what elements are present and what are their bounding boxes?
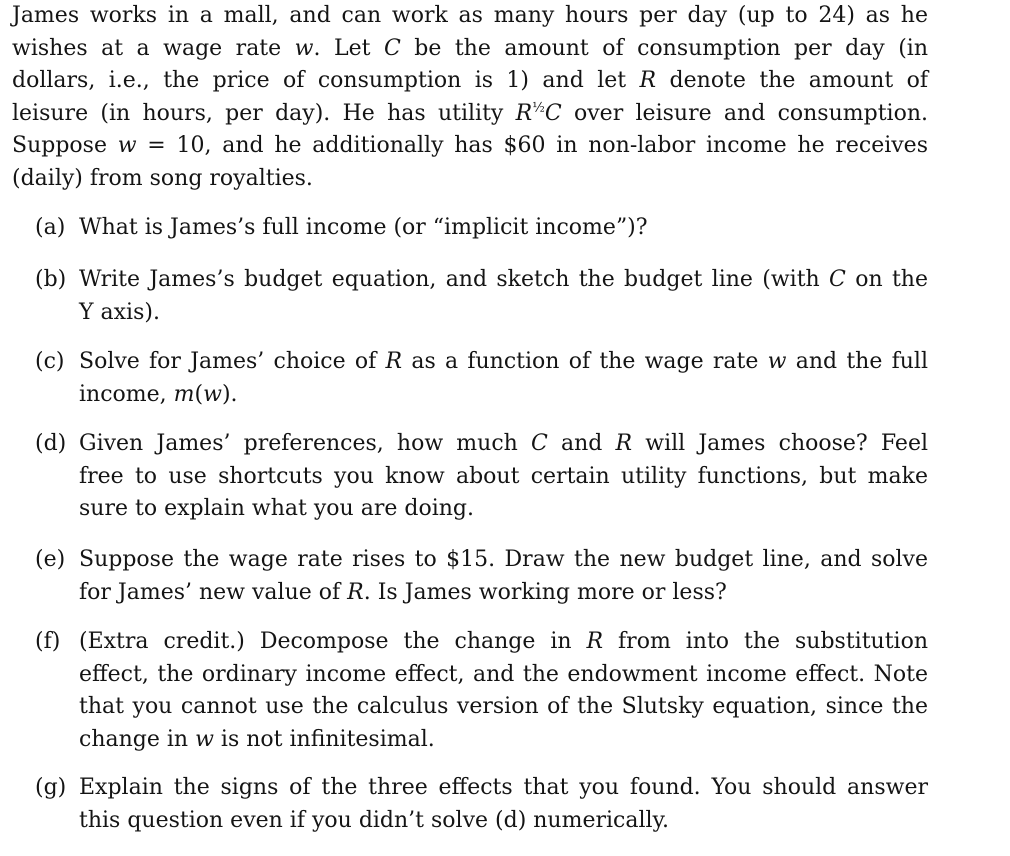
question-line: Y axis). xyxy=(79,299,160,325)
problem-intro xyxy=(12,0,928,195)
question-label: (e) xyxy=(35,547,66,572)
question-line: Given James’ preferences, how much C and R will James choose? Feel xyxy=(79,431,929,456)
question-line: What is James’s full income (or “implicit income”)? xyxy=(79,215,648,240)
question-label: (c) xyxy=(35,349,65,374)
question-label: (b) xyxy=(35,267,67,292)
question-text xyxy=(79,544,928,609)
question-line: (Extra credit.) Decompose the change in R from into the substitution xyxy=(79,629,928,654)
question-label: (g) xyxy=(35,775,67,800)
question-text xyxy=(79,264,928,329)
question-line: for James’ new value of R. Is James working more or less? xyxy=(79,579,727,605)
question-text xyxy=(79,626,928,756)
question-line: that you cannot use the calculus version of the Slutsky equation, since the xyxy=(79,694,928,719)
question-text xyxy=(79,772,928,837)
question-text xyxy=(79,346,928,411)
intro-line: dollars, i.e., the price of consumption is 1) and let R denote the amount of xyxy=(12,68,928,93)
question-line: this question even if you didn’t solve (d) numerically. xyxy=(79,807,670,833)
question-line: Write James’s budget equation, and sketch the budget line (with C on the xyxy=(79,267,928,292)
intro-line: James works in a mall, and can work as many hours per day (up to 24) as he xyxy=(12,3,928,28)
question-line: free to use shortcuts you know about certain utility functions, but make xyxy=(79,463,928,489)
question-line: effect, the ordinary income effect, and the endowment income effect. Note xyxy=(79,661,928,687)
question-line: sure to explain what you are doing. xyxy=(79,496,474,521)
question-label: (a) xyxy=(35,215,66,240)
question-label: (d) xyxy=(35,431,67,456)
question-label: (f) xyxy=(35,629,61,654)
question-line: Suppose the wage rate rises to $15. Draw the new budget line, and solve xyxy=(79,547,928,572)
question-line: income, m(w). xyxy=(79,381,238,407)
question-text xyxy=(79,428,928,526)
intro-line: leisure (in hours, per day). He has utility $R^{\frac{1}{2}}C$ over leisure and consumption. xyxy=(12,100,928,126)
question-line: Solve for James’ choice of R as a function of the wage rate w and the full xyxy=(79,349,928,374)
intro-line: wishes at a wage rate w. Let C be the amount of consumption per day (in xyxy=(12,35,929,61)
question-text xyxy=(79,212,928,245)
question-line: Explain the signs of the three effects that you found. You should answer xyxy=(79,775,928,800)
intro-line: Suppose w = 10, and he additionally has $60 in non-labor income he receives xyxy=(12,133,928,158)
question-line: change in w is not infinitesimal. xyxy=(79,726,435,752)
intro-line: (daily) from song royalties. xyxy=(12,165,313,191)
